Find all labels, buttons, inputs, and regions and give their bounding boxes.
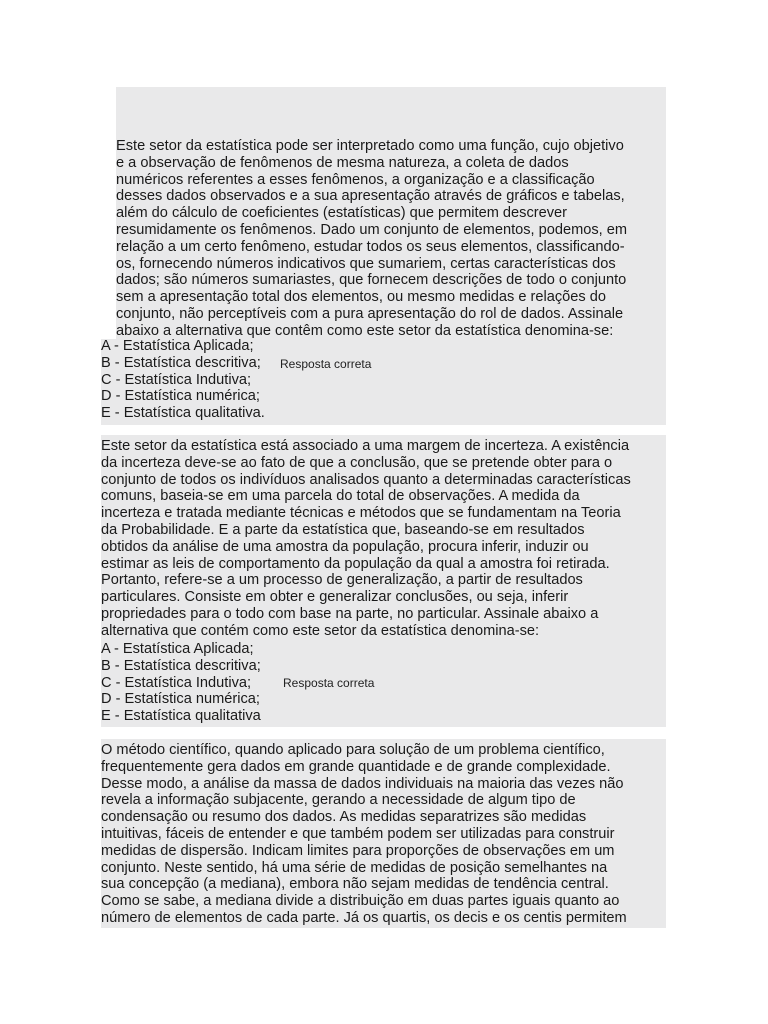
text-line: resumidamente os fenômenos. Dado um conjunto de elementos, podemos, em (116, 221, 628, 238)
text-line: relação a um certo fenômeno, estudar todos os seus elementos, classificando- (116, 238, 625, 255)
question-1-text (116, 138, 627, 340)
text-line: da Probabilidade. E a parte da estatística que, baseando-se em resultados (101, 521, 585, 538)
text-line: frequentemente gera dados em grande quantidade e de grande complexidade. (101, 758, 611, 775)
text-line: conjunto de todos os indivíduos analisados quanto a determinadas características (101, 471, 631, 488)
text-line: alternativa que contém como este setor da estatística denomina-se: (101, 622, 540, 639)
text-line: da incerteza deve-se ao fato de que a conclusão, que se pretende obter para o (101, 454, 613, 471)
text-line: Este setor da estatística está associado a uma margem de incerteza. A existência (101, 438, 630, 454)
text-line: propriedades para o todo com base na parte, no particular. Assinale abaixo a (101, 605, 599, 622)
text-line: sem a apresentação total dos elementos, ou mesmo medidas e relações do (116, 289, 606, 306)
question-2-text (101, 438, 631, 640)
question-2-options (101, 641, 261, 725)
question-3-text (101, 742, 627, 927)
text-line: sua concepção (a mediana), embora não sejam medidas de tendência central. (101, 876, 609, 893)
option-a: A - Estatística Aplicada; (101, 338, 254, 354)
text-line: conjunto, não perceptíveis com a pura apresentação do rol de dados. Assinale (116, 305, 624, 322)
option-d: D - Estatística numérica; (101, 388, 260, 405)
text-line: Desse modo, a análise da massa de dados individuais na maioria das vezes não (101, 775, 624, 792)
text-line: e a observação de fenômenos de mesma natureza, a coleta de dados (116, 154, 569, 171)
text-line: Como se sabe, a mediana divide a distribuição em duas partes iguais quanto ao (101, 893, 620, 910)
text-line: Portanto, refere-se a um processo de generalização, a partir de resultados (101, 572, 583, 589)
option-b: B - Estatística descritiva; (101, 657, 261, 674)
text-line: condensação ou resumo dos dados. As medidas separatrizes são medidas (101, 809, 587, 826)
option-d: D - Estatística numérica; (101, 691, 260, 708)
text-line: numéricos referentes a esses fenômenos, a organização e a classificação (116, 171, 595, 188)
text-line: incerteza e tratada mediante técnicas e métodos que se fundamentam na Teoria (101, 505, 621, 522)
text-line: abaixo a alternativa que contêm como este setor da estatística denomina-se: (116, 322, 614, 339)
option-b: B - Estatística descritiva; (101, 354, 261, 371)
text-line: Este setor da estatística pode ser interpretado como uma função, cujo objetivo (116, 138, 624, 154)
option-e: E - Estatística qualitativa (101, 708, 261, 725)
text-line: os, fornecendo números indicativos que sumariem, certas características dos (116, 255, 616, 272)
text-line: particulares. Consiste em obter e generalizar conclusões, ou seja, inferir (101, 589, 569, 606)
question-1-options (101, 338, 265, 422)
correct-answer-label: Resposta correta (283, 676, 375, 690)
text-line: dados; são números sumariastes, que fornecem descrições de todo o conjunto (116, 272, 627, 289)
text-line: medidas de dispersão. Indicam limites para proporções de observações em um (101, 842, 615, 859)
correct-answer-label: Resposta correta (280, 357, 372, 371)
text-line: obtidos da análise de uma amostra da população, procura inferir, induzir ou (101, 538, 589, 555)
text-line: revela a informação subjacente, gerando a necessidade de algum tipo de (101, 792, 576, 809)
text-line: desses dados observados e a sua apresentação através de gráficos e tabelas, (116, 188, 625, 205)
text-line: número de elementos de cada parte. Já os quartis, os decis e os centis permitem (101, 909, 627, 926)
text-line: estimar as leis de comportamento da população da qual a amostra foi retirada. (101, 555, 610, 572)
text-line: comuns, baseia-se em uma parcela do total de observações. A medida da (101, 488, 580, 505)
option-c: C - Estatística Indutiva; (101, 674, 252, 691)
text-line: conjunto. Neste sentido, há uma série de medidas de posição semelhantes na (101, 859, 608, 876)
text-line: O método científico, quando aplicado para solução de um problema científico, (101, 742, 605, 758)
option-c: C - Estatística Indutiva; (101, 371, 252, 388)
text-line: além do cálculo de coeficientes (estatísticas) que permitem descrever (116, 205, 567, 222)
text-line: intuitivas, fáceis de entender e que também podem ser utilizadas para construir (101, 825, 615, 842)
option-e: E - Estatística qualitativa. (101, 405, 265, 422)
option-a: A - Estatística Aplicada; (101, 641, 254, 657)
